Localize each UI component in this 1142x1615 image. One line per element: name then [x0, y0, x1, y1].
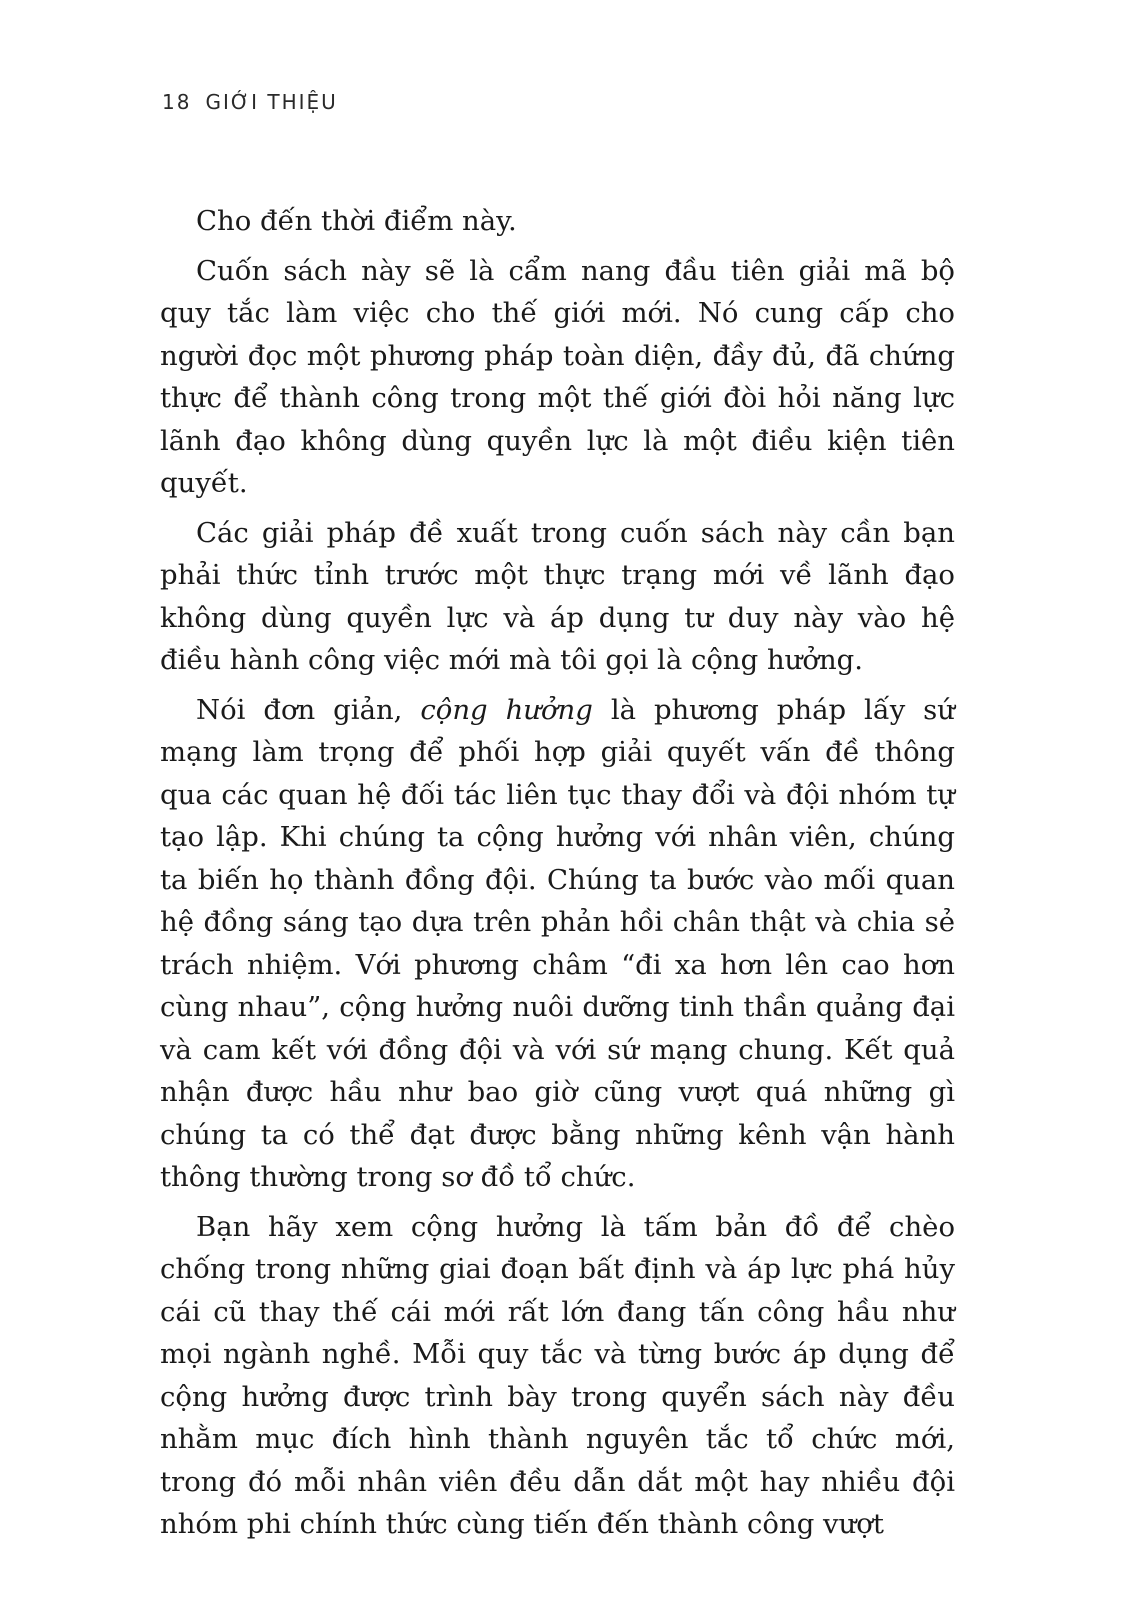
section-title: GIỚI THIỆU: [205, 90, 338, 114]
paragraph-4: [160, 689, 955, 1199]
paragraph-4-start: Nói đơn giản,: [196, 693, 421, 726]
emphasis-term: cộng hưởng: [420, 693, 593, 726]
paragraph-5: Bạn hãy xem cộng hưởng là tấm bản đồ để chèo chống trong những giai đoạn bất định và áp lực phá hủy cái cũ thay thế cái mới rất lớn đang tấn công hầu như mọi ngành nghề. Mỗi quy tắc và từng bước áp dụng để cộng hưởng được trình bày trong quyển sách này đều nhằm mục đích hình thành nguyên tắc tổ chức mới, trong đó mỗi nhân viên đều dẫn dắt một hay nhiều đội nhóm phi chính thức cùng tiến đến thành công vượt: [160, 1210, 955, 1540]
running-header: [162, 90, 338, 114]
paragraph-2: Cuốn sách này sẽ là cẩm nang đầu tiên giải mã bộ quy tắc làm việc cho thế giới mới. Nó cung cấp cho người đọc một phương pháp toàn diện, đầy đủ, đã chứng thực để thành công trong một thế giới đòi hỏi năng lực lãnh đạo không dùng quyền lực là một điều kiện tiên quyết.: [160, 254, 955, 499]
paragraph-1: Cho đến thời điểm này.: [196, 205, 517, 237]
paragraph-3: Các giải pháp đề xuất trong cuốn sách này cần bạn phải thức tỉnh trước một thực trạng mới về lãnh đạo không dùng quyền lực và áp dụng tư duy này vào hệ điều hành công việc mới mà tôi gọi là cộng hưởng.: [160, 516, 955, 676]
paragraph-4-rest: là phương pháp lấy sứ mạng làm trọng để phối hợp giải quyết vấn đề thông qua các quan hệ đối tác liên tục thay đổi và đội nhóm tự tạo lập. Khi chúng ta cộng hưởng với nhân viên, chúng ta biến họ thành đồng đội. Chúng ta bước vào mối quan hệ đồng sáng tạo dựa trên phản hồi chân thật và chia sẻ trách nhiệm. Với phương châm “đi xa hơn lên cao hơn cùng nhau”, cộng hưởng nuôi dưỡng tinh thần quảng đại và cam kết với đồng đội và với sứ mạng chung. Kết quả nhận được hầu như bao giờ cũng vượt quá những gì chúng ta có thể đạt được bằng những kênh vận hành thông thường trong sơ đồ tổ chức.: [160, 693, 955, 1193]
page-number: 18: [162, 90, 192, 114]
body-text: [160, 200, 955, 1553]
